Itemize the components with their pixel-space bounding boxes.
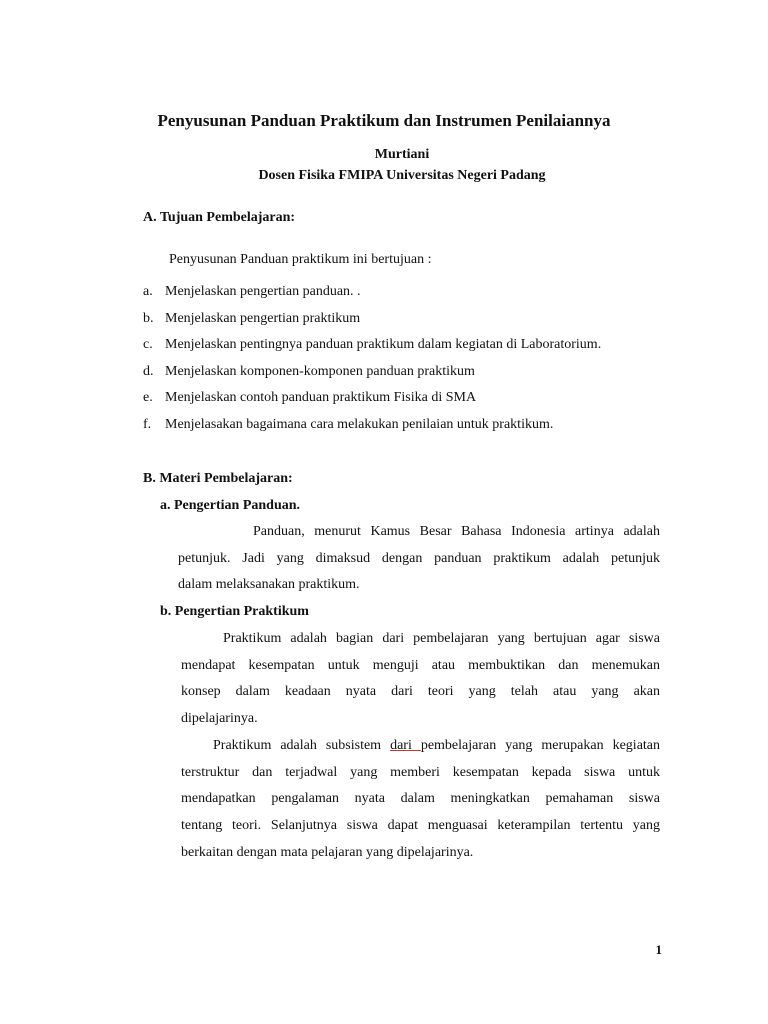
list-marker: d. bbox=[143, 363, 154, 379]
paragraph-line: terstruktur dan terjadwal yang memberi kesempatan kepada siswa untuk bbox=[181, 764, 660, 780]
section-a-intro: Penyusunan Panduan praktikum ini bertujuan : bbox=[169, 252, 432, 267]
list-item-text: Menjelaskan pentingnya panduan praktikum dalam kegiatan di Laboratorium. bbox=[165, 337, 602, 353]
list-marker: e. bbox=[143, 390, 153, 406]
subsection-a-heading: a. Pengertian Panduan. bbox=[160, 498, 301, 513]
paragraph-line: tentang teori. Selanjutnya siswa dapat menguasai keterampilan tertentu yang bbox=[181, 818, 660, 834]
list-marker: b. bbox=[143, 310, 154, 326]
list-item-text: Menjelaskan pengertian praktikum bbox=[165, 310, 361, 326]
line-text-after: pembelajaran yang merupakan kegiatan bbox=[420, 738, 661, 753]
line-text-before: Praktikum adalah subsistem bbox=[213, 738, 391, 753]
list-marker: f. bbox=[143, 416, 152, 432]
paragraph-line: mendapatkan pengalaman nyata dalam meningkatkan pemahaman siswa bbox=[181, 791, 660, 807]
subsection-a-paragraph bbox=[178, 519, 660, 599]
paragraph-line: dalam melaksanakan praktikum. bbox=[178, 577, 360, 593]
subsection-b-paragraph-1 bbox=[181, 626, 660, 733]
paragraph-line: Panduan, menurut Kamus Besar Bahasa Indonesia artinya adalah bbox=[253, 524, 660, 539]
subsection-b-paragraph-2 bbox=[181, 733, 660, 866]
paragraph-line: berkaitan dengan mata pelajaran yang dipelajarinya. bbox=[181, 844, 474, 860]
paragraph-line: mendapat kesempatan untuk menguji atau membuktikan dan menemukan bbox=[181, 657, 660, 673]
underlined-word: dari bbox=[390, 738, 421, 753]
author-name: Murtiani bbox=[374, 147, 430, 162]
paragraph-line bbox=[181, 733, 660, 760]
list-marker: c. bbox=[143, 337, 153, 353]
paragraph-line: konsep dalam keadaan nyata dari teori yang telah atau yang akan bbox=[181, 684, 660, 700]
paragraph-line: dipelajarinya. bbox=[181, 711, 258, 727]
list-item-text: Menjelaskan pengertian panduan. . bbox=[165, 284, 361, 299]
section-a-heading: A. Tujuan Pembelajaran: bbox=[143, 210, 296, 225]
author-affiliation: Dosen Fisika FMIPA Universitas Negeri Padang bbox=[258, 168, 546, 183]
list-marker: a. bbox=[143, 284, 153, 299]
section-b-heading: B. Materi Pembelajaran: bbox=[143, 471, 293, 486]
list-item-text: Menjelasakan bagaimana cara melakukan penilaian untuk praktikum. bbox=[165, 416, 554, 432]
paragraph-line: petunjuk. Jadi yang dimaksud dengan panduan praktikum adalah petunjuk bbox=[178, 550, 660, 566]
subsection-b-heading: b. Pengertian Praktikum bbox=[160, 604, 309, 619]
list-item-text: Menjelaskan contoh panduan praktikum Fisika di SMA bbox=[165, 390, 477, 406]
list-item-text: Menjelaskan komponen-komponen panduan praktikum bbox=[165, 363, 475, 379]
document-title: Penyusunan Panduan Praktikum dan Instrumen Penilaiannya bbox=[157, 111, 611, 130]
paragraph-line: Praktikum adalah bagian dari pembelajaran yang bertujuan agar siswa bbox=[223, 631, 660, 646]
page-number: 1 bbox=[655, 942, 662, 957]
